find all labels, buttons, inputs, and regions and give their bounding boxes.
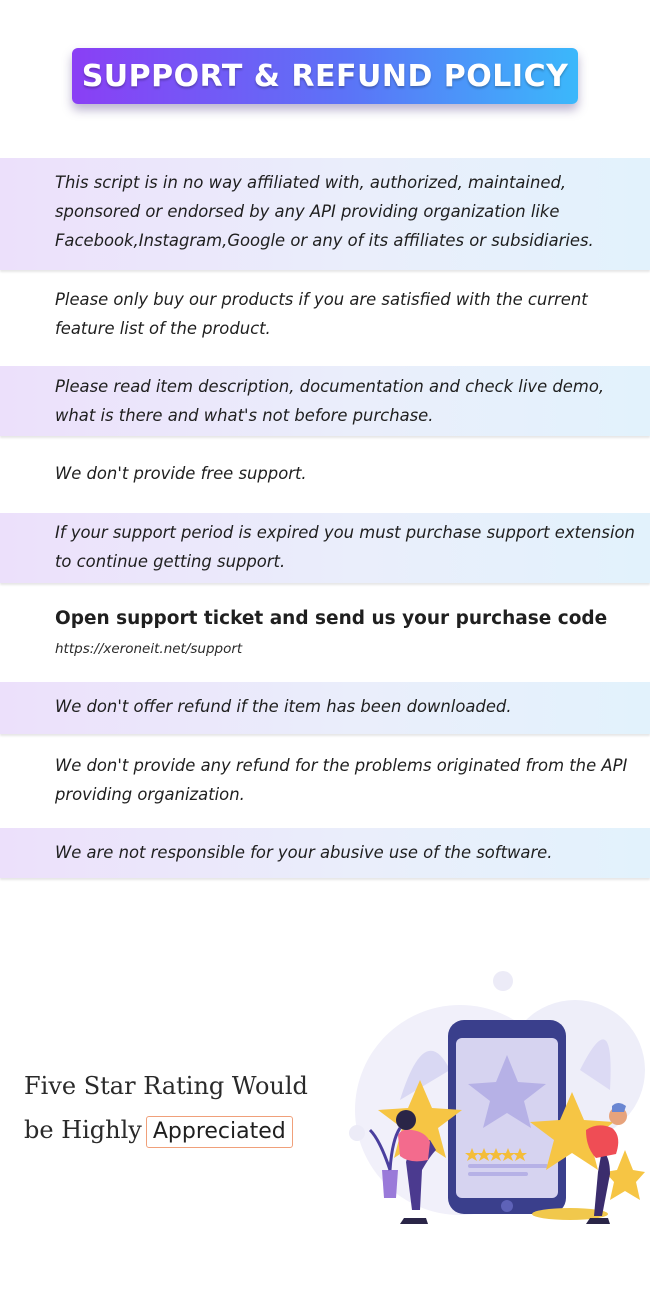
policy-text: Please only buy our products if you are satisfied with the current feature list of the product. [55,290,588,338]
policy-text: We don't provide free support. [55,464,307,483]
five-star-illustration [340,960,650,1260]
policy-text: This script is in no way affiliated with, authorized, maintained, sponsored or endorsed by any API providing organization like Facebook,Instagram,Google or any of its affiliates or subsidiaries. [55,173,594,250]
support-row [0,588,650,678]
policy-text: If your support period is expired you must purchase support extension to continue getting support. [55,523,635,571]
policy-text: Please read item description, documentation and check live demo, what is there and what's not before purchase. [55,377,605,425]
policy-row-1 [0,158,650,270]
title-banner [72,48,578,104]
refund-row-1 [0,682,650,734]
policy-row-4 [0,440,650,508]
refund-text: We don't offer refund if the item has been downloaded. [55,697,512,716]
refund-row-3 [0,828,650,878]
policy-row-2 [0,274,650,362]
refund-text: We are not responsible for your abusive use of the software. [55,843,553,862]
page-title: SUPPORT & REFUND POLICY [72,48,578,104]
support-url[interactable]: https://xeroneit.net/support [55,641,243,657]
support-heading: Open support ticket and send us your purchase code [55,608,608,629]
refund-text: We don't provide any refund for the problems originated from the API providing organization. [55,756,628,804]
phone-stars-illustration-icon [340,960,650,1260]
rating-line-1: Five Star Rating Would [24,1072,308,1100]
refund-row-2 [0,738,650,824]
policy-row-5 [0,513,650,583]
appreciated-badge: Appreciated [146,1116,293,1148]
rating-line-2 [24,1108,354,1152]
rating-line-2-prefix: be Highly [24,1116,142,1144]
rating-request [24,1064,354,1152]
policy-row-3 [0,366,650,436]
